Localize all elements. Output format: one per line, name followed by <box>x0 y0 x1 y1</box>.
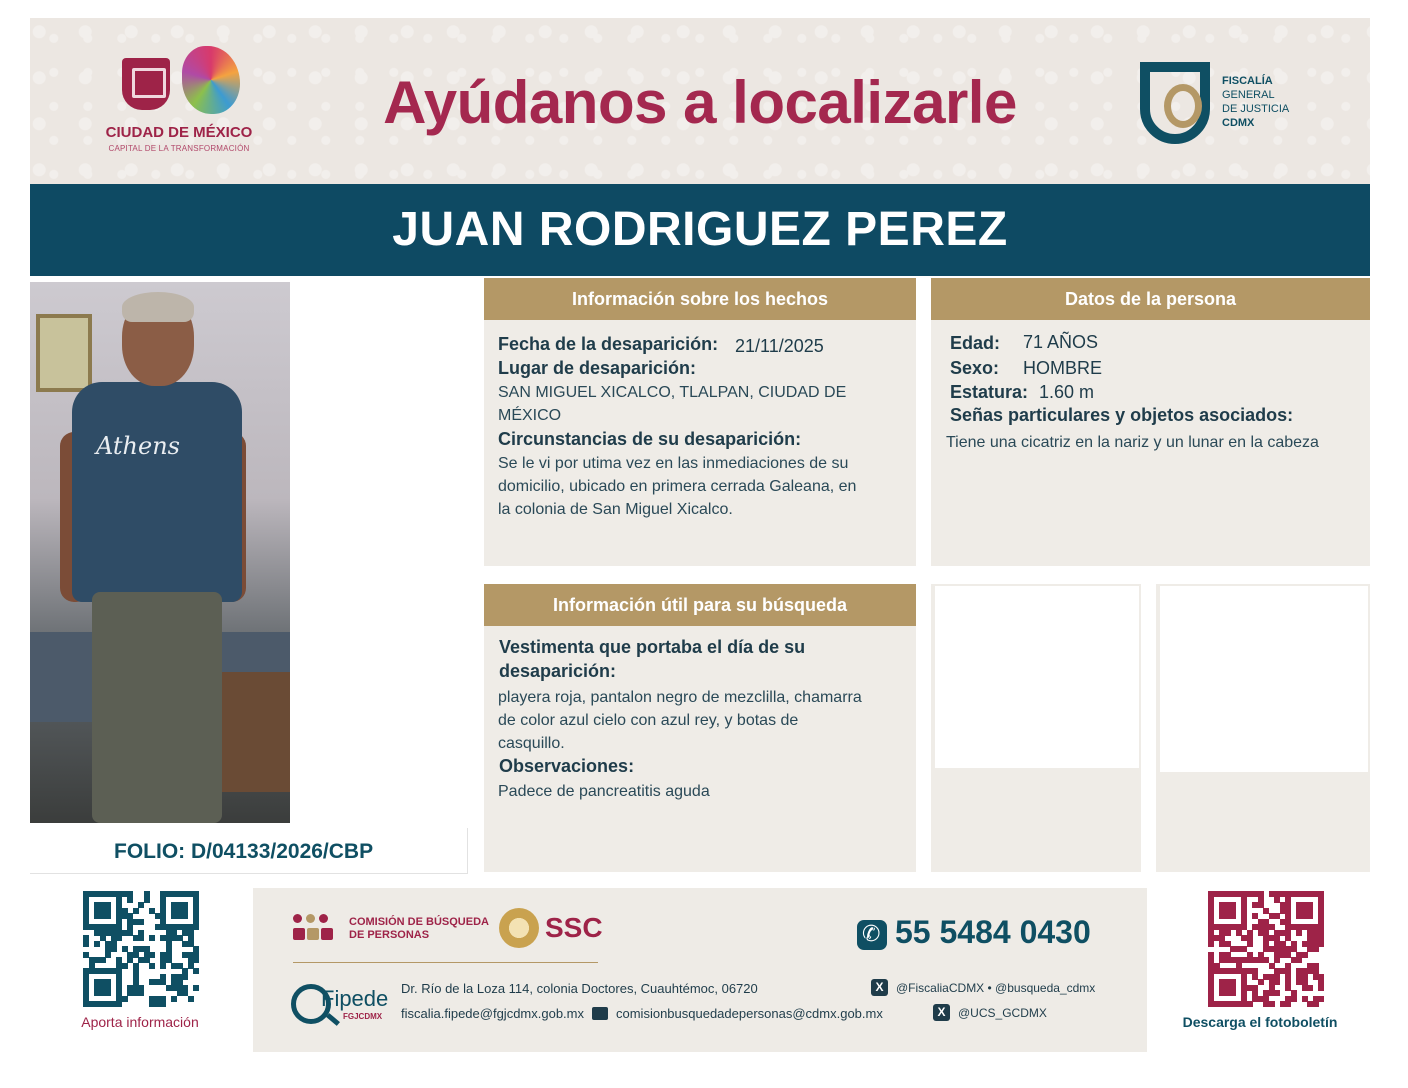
mail-icon <box>592 1007 608 1020</box>
senas-label: Señas particulares y objetos asociados: <box>950 405 1294 425</box>
qr-module <box>1285 1001 1291 1007</box>
qr-module <box>1247 941 1253 947</box>
qr-module <box>116 1001 122 1007</box>
qr-module <box>138 990 144 996</box>
blank-image <box>1160 586 1368 772</box>
qr-module <box>1225 930 1231 936</box>
qr-module <box>105 952 111 958</box>
circunstancias-text: domicilio, ubicado en primera cerrada Galeana, en <box>498 478 857 495</box>
cdmx-logo <box>104 42 254 162</box>
social-handle-ucs[interactable]: @UCS_GCDMX <box>958 1006 1047 1020</box>
header-banner <box>30 18 1370 184</box>
fgj-text <box>1222 74 1289 130</box>
qr-module <box>1274 990 1280 996</box>
qr-module <box>1307 913 1313 919</box>
folio-box <box>30 828 468 874</box>
lugar-label: Lugar de desaparición: <box>498 358 697 378</box>
photo-hair <box>122 292 194 322</box>
qr-module <box>94 941 100 947</box>
qr-module <box>144 897 150 903</box>
x-social-icon: X <box>933 1004 950 1021</box>
qr-module <box>160 963 166 969</box>
ssc-badge-icon <box>499 908 539 948</box>
footer-divider <box>293 962 598 963</box>
fgj-line: DE JUSTICIA <box>1222 103 1290 115</box>
email-fipede[interactable]: fiscalia.fipede@fgjcdmx.gob.mx <box>401 1006 584 1021</box>
qr-module <box>182 913 188 919</box>
fgj-logo <box>1140 62 1310 148</box>
qr-module <box>133 908 139 914</box>
qr-module <box>1247 1001 1253 1007</box>
qr-module <box>1269 1001 1275 1007</box>
observaciones-label: Observaciones: <box>499 756 635 776</box>
fgj-line: FISCALÍA <box>1222 75 1273 87</box>
qr-module <box>138 902 144 908</box>
comision-line: COMISIÓN DE BÚSQUEDA <box>349 916 489 928</box>
qr-module <box>1318 941 1324 947</box>
busqueda-heading: Información útil para su búsqueda <box>484 584 916 626</box>
email-comision[interactable]: comisionbusquedadepersonas@cdmx.gob.mx <box>616 1006 883 1021</box>
qr-module <box>1274 979 1280 985</box>
observaciones-text: Padece de pancreatitis aguda <box>498 783 710 800</box>
qr-module <box>182 974 188 980</box>
qr-module <box>111 946 117 952</box>
qr-module <box>100 957 106 963</box>
qr-module <box>1208 941 1214 947</box>
qr-code-descarga[interactable] <box>1208 891 1324 1007</box>
qr-module <box>116 935 122 941</box>
qr-module <box>1313 1001 1319 1007</box>
qr-module <box>1230 990 1236 996</box>
qr-module <box>193 924 199 930</box>
circunstancias-label: Circunstancias de su desaparición: <box>498 429 802 449</box>
photo-pants <box>92 592 222 823</box>
lugar-value: MÉXICO <box>498 407 562 424</box>
comision-name <box>349 916 489 942</box>
comision-logo-icon <box>293 914 343 942</box>
fgj-line: GENERAL <box>1222 89 1275 101</box>
page-title: Ayúdanos a localizarle <box>383 69 1017 136</box>
fgj-line: CDMX <box>1222 117 1255 129</box>
vestimenta-text: de color azul cielo con azul rey, y botas de <box>498 712 799 729</box>
senas-value: Tiene una cicatriz en la nariz y un lunar en la cabeza <box>946 434 1319 451</box>
fgj-mark-icon <box>1140 62 1210 144</box>
qr-module <box>193 968 199 974</box>
cdmx-subtitle: CAPITAL DE LA TRANSFORMACIÓN <box>108 144 250 153</box>
qr-module <box>149 935 155 941</box>
circunstancias-text: la colonia de San Miguel Xicalco. <box>498 501 733 518</box>
phone-number[interactable]: 55 5484 0430 <box>895 914 1091 950</box>
qr-module <box>138 935 144 941</box>
qr-module <box>171 996 177 1002</box>
datos-panel <box>931 278 1370 566</box>
qr-module <box>122 996 128 1002</box>
vestimenta-text: casquillo. <box>498 735 565 752</box>
sexo-value: HOMBRE <box>1023 358 1103 378</box>
vestimenta-label: Vestimenta que portaba el día de su <box>499 637 806 657</box>
hechos-panel <box>484 278 916 566</box>
qr-module <box>149 952 155 958</box>
qr-module <box>1307 985 1313 991</box>
qr-module <box>83 941 89 947</box>
datos-heading: Datos de la persona <box>931 278 1370 320</box>
qr-module <box>138 919 144 925</box>
qr-module <box>160 1001 166 1007</box>
hechos-heading: Información sobre los hechos <box>484 278 916 320</box>
qr-module <box>1318 985 1324 991</box>
folio-number: FOLIO: D/04133/2026/CBP <box>114 840 374 863</box>
social-handles[interactable]: @FiscaliaCDMX • @busqueda_cdmx <box>896 981 1096 995</box>
extra-image-panel <box>931 584 1141 872</box>
qr-module <box>188 996 194 1002</box>
extra-image-panel <box>1156 584 1370 872</box>
qr-module <box>1318 996 1324 1002</box>
qr-module <box>122 963 128 969</box>
fipede-sub: FGJCDMX <box>343 1012 383 1021</box>
photo-shirt <box>72 382 242 602</box>
ssc-label: SSC <box>545 912 603 943</box>
qr-module <box>1274 957 1280 963</box>
person-photo <box>30 282 290 823</box>
vestimenta-text: playera roja, pantalon negro de mezclilla, chamarra <box>498 689 862 706</box>
qr-caption-descarga: Descarga el fotoboletín <box>1182 1014 1338 1030</box>
lugar-value: SAN MIGUEL XICALCO, TLALPAN, CIUDAD DE <box>498 384 847 401</box>
estatura-label: Estatura: <box>950 382 1029 402</box>
qr-code-aporta[interactable] <box>83 891 199 1007</box>
fecha-label: Fecha de la desaparición: <box>498 334 719 354</box>
qr-module <box>105 913 111 919</box>
footer-contact <box>253 888 1147 1052</box>
qr-caption-aporta: Aporta información <box>81 1014 199 1030</box>
qr-module <box>1313 946 1319 952</box>
qr-module <box>127 897 133 903</box>
qr-module <box>105 990 111 996</box>
qr-module <box>193 985 199 991</box>
qr-module <box>1296 957 1302 963</box>
photo-table <box>215 672 290 792</box>
edad-value: 71 AÑOS <box>1023 332 1099 352</box>
vestimenta-label: desaparición: <box>499 661 617 681</box>
qr-module <box>149 963 155 969</box>
fecha-value: 21/11/2025 <box>735 336 824 356</box>
busqueda-panel <box>484 584 916 872</box>
qr-module <box>1230 913 1236 919</box>
x-social-icon: X <box>871 979 888 996</box>
fipede-label: Fipede <box>321 986 389 1011</box>
name-bar <box>30 184 1370 276</box>
phone-icon <box>857 920 887 950</box>
cdmx-name: CIUDAD DE MÉXICO <box>105 124 253 141</box>
person-name: JUAN RODRIGUEZ PEREZ <box>392 203 1008 256</box>
address: Dr. Río de la Loza 114, colonia Doctores, Cuauhtémoc, 06720 <box>401 981 758 996</box>
qr-module <box>1291 996 1297 1002</box>
estatura-value: 1.60 m <box>1039 382 1095 402</box>
photo-wall-frame <box>36 314 92 392</box>
comision-line: DE PERSONAS <box>349 929 430 941</box>
edad-label: Edad: <box>950 333 1001 353</box>
sexo-label: Sexo: <box>950 358 1000 378</box>
qr-module <box>1296 930 1302 936</box>
cdmx-shield-icon <box>122 58 170 110</box>
photo-shirt-text: Athens <box>96 432 180 460</box>
circunstancias-text: Se le vi por utima vez en las inmediaciones de su <box>498 455 849 472</box>
qr-module <box>1302 952 1308 958</box>
blank-image <box>935 586 1139 768</box>
cdmx-heart-map-icon <box>182 46 240 114</box>
qr-module <box>1258 979 1264 985</box>
qr-module <box>193 957 199 963</box>
